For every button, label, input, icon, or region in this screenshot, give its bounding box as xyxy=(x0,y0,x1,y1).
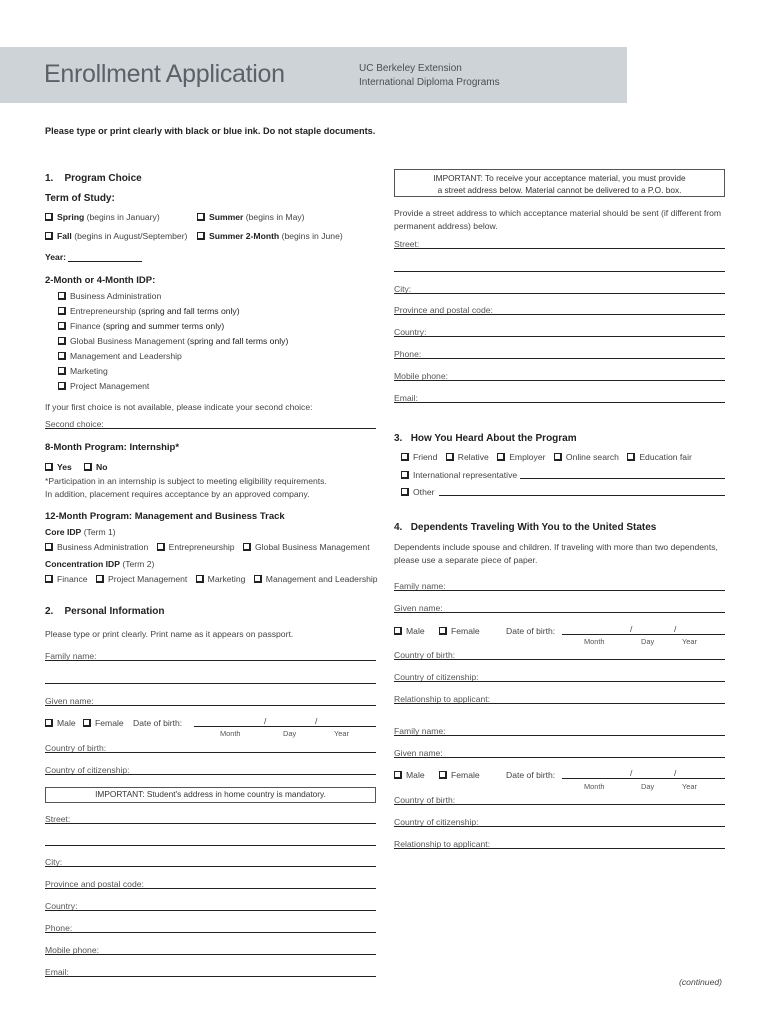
family-name-field[interactable] xyxy=(45,660,376,661)
mailing-street-label: Street: xyxy=(394,239,420,249)
option-label: Male xyxy=(57,718,76,728)
option-label: Summer 2-Month xyxy=(209,231,280,241)
gender-male-option[interactable] xyxy=(45,718,76,728)
checkbox-icon[interactable] xyxy=(84,463,92,471)
idp-option-business-administration[interactable] xyxy=(58,291,161,301)
street-label: Street: xyxy=(45,814,71,824)
checkbox-icon[interactable] xyxy=(196,575,204,583)
checkbox-icon[interactable] xyxy=(58,352,66,360)
checkbox-icon[interactable] xyxy=(45,213,53,221)
dob-separator: / xyxy=(674,768,677,778)
dep2-relationship-field[interactable] xyxy=(394,848,725,849)
org-line-1: UC Berkeley Extension xyxy=(359,63,462,74)
dep1-dob-field[interactable] xyxy=(562,634,725,635)
checkbox-icon[interactable] xyxy=(554,453,562,461)
core-option-global-business[interactable] xyxy=(243,542,370,552)
email-label: Email: xyxy=(45,967,69,977)
conc-option-management-leadership[interactable] xyxy=(254,574,378,584)
dep2-dob-label: Date of birth: xyxy=(506,770,556,780)
dep1-family-name-field[interactable] xyxy=(394,590,725,591)
option-label: Friend xyxy=(413,452,438,462)
option-label: No xyxy=(96,462,108,472)
checkbox-icon[interactable] xyxy=(58,322,66,330)
term-fall-option[interactable] xyxy=(45,231,187,241)
street-field-line-2[interactable] xyxy=(45,845,376,846)
internship-no-option[interactable] xyxy=(84,462,107,472)
dep2-month-caption: Month xyxy=(584,782,605,791)
core-option-business-administration[interactable] xyxy=(45,542,148,552)
checkbox-icon[interactable] xyxy=(497,453,505,461)
personal-instructions: Please type or print clearly. Print name as it appears on passport. xyxy=(45,629,294,639)
conc-label: Concentration IDP xyxy=(45,559,120,569)
core-option-entrepreneurship[interactable] xyxy=(157,542,235,552)
dob-separator: / xyxy=(630,624,633,634)
second-choice-label: Second choice: xyxy=(45,419,104,429)
mailing-email-field[interactable] xyxy=(394,402,725,403)
internship-heading: 8-Month Program: Internship* xyxy=(45,442,180,453)
country-citizenship-field[interactable] xyxy=(45,774,376,775)
term-summer2-option[interactable] xyxy=(197,231,343,241)
section-title: Dependents Traveling With You to the United States xyxy=(410,522,657,533)
dob-month-caption: Month xyxy=(220,729,241,738)
dep2-year-caption: Year xyxy=(682,782,697,791)
mailing-province-field[interactable] xyxy=(394,314,725,315)
checkbox-icon[interactable] xyxy=(439,771,447,779)
section-title: Personal Information xyxy=(64,606,165,617)
internship-note-1: *Participation in an internship is subject to meeting eligibility requirements. xyxy=(45,476,327,486)
option-label: Management and Leadership xyxy=(70,351,182,361)
dob-separator: / xyxy=(264,716,267,726)
section-2-heading xyxy=(45,606,164,617)
heard-options xyxy=(401,452,698,462)
core-term: (Term 1) xyxy=(83,527,116,537)
option-label: Education fair xyxy=(639,452,692,462)
idp-option-global-business[interactable] xyxy=(58,336,288,346)
province-label: Province and postal code: xyxy=(45,879,144,889)
checkbox-icon[interactable] xyxy=(58,367,66,375)
option-label: International representative xyxy=(413,470,518,480)
idp-option-management-leadership[interactable] xyxy=(58,351,182,361)
dep2-country-birth-label: Country of birth: xyxy=(394,795,456,805)
mobile-label: Mobile phone: xyxy=(45,945,99,955)
option-label: Fall xyxy=(57,231,72,241)
option-note: (begins in June) xyxy=(281,231,343,241)
dep1-citizenship-field[interactable] xyxy=(394,681,725,682)
dep2-citizenship-field[interactable] xyxy=(394,826,725,827)
checkbox-icon[interactable] xyxy=(157,543,165,551)
dep1-relationship-field[interactable] xyxy=(394,703,725,704)
important-line-1: IMPORTANT: To receive your acceptance material, you must provide xyxy=(433,173,686,183)
checkbox-icon[interactable] xyxy=(58,307,66,315)
option-label: Project Management xyxy=(70,381,150,391)
dep2-citizenship-label: Country of citizenship: xyxy=(394,817,479,827)
dep2-family-name-label: Family name: xyxy=(394,726,446,736)
track-heading: 12-Month Program: Management and Business Track xyxy=(45,511,285,522)
term-heading: Term of Study: xyxy=(45,193,115,204)
checkbox-icon[interactable] xyxy=(401,488,409,496)
option-label: Finance xyxy=(70,321,101,331)
checkbox-icon[interactable] xyxy=(58,382,66,390)
dep1-family-name-label: Family name: xyxy=(394,581,446,591)
checkbox-icon[interactable] xyxy=(45,543,53,551)
dob-field[interactable] xyxy=(194,726,376,727)
street-field[interactable] xyxy=(45,823,376,824)
continued-note: (continued) xyxy=(679,977,722,987)
dependents-intro-2: please use a separate piece of paper. xyxy=(394,555,538,565)
dep1-month-caption: Month xyxy=(584,637,605,646)
dep2-dob-field[interactable] xyxy=(562,778,725,779)
checkbox-icon[interactable] xyxy=(401,453,409,461)
heard-option-online-search[interactable] xyxy=(554,452,619,462)
checkbox-icon[interactable] xyxy=(45,463,53,471)
checkbox-icon[interactable] xyxy=(446,453,454,461)
option-note: (spring and fall terms only) xyxy=(138,306,240,316)
year-field[interactable] xyxy=(68,261,142,262)
dep1-given-name-field[interactable] xyxy=(394,612,725,613)
given-name-field[interactable] xyxy=(45,705,376,706)
option-label: Project Management xyxy=(107,574,188,584)
dep2-country-birth-field[interactable] xyxy=(394,804,725,805)
phone-label: Phone: xyxy=(45,923,73,933)
mailing-phone-label: Phone: xyxy=(394,349,422,359)
checkbox-icon[interactable] xyxy=(394,627,402,635)
dep2-relationship-label: Relationship to applicant: xyxy=(394,839,491,849)
checkbox-icon[interactable] xyxy=(58,337,66,345)
dep1-female-option[interactable] xyxy=(439,626,480,636)
checkbox-icon[interactable] xyxy=(45,719,53,727)
conc-option-finance[interactable] xyxy=(45,574,88,584)
mailing-street-field-line-2[interactable] xyxy=(394,271,725,272)
option-note: (spring and summer terms only) xyxy=(102,321,225,331)
dob-separator: / xyxy=(315,716,318,726)
mailing-email-label: Email: xyxy=(394,393,418,403)
dob-year-caption: Year xyxy=(334,729,349,738)
mailing-mobile-field[interactable] xyxy=(394,380,725,381)
second-choice-field[interactable] xyxy=(45,428,376,429)
option-label: Male xyxy=(406,770,425,780)
mailing-city-label: City: xyxy=(394,284,412,294)
option-label: Entrepreneurship xyxy=(70,306,136,316)
country-birth-field[interactable] xyxy=(45,752,376,753)
heard-option-other[interactable] xyxy=(401,487,435,497)
mailing-street-field[interactable] xyxy=(394,248,725,249)
dep2-family-name-field[interactable] xyxy=(394,735,725,736)
dep1-year-caption: Year xyxy=(682,637,697,646)
section-1-heading xyxy=(45,173,142,184)
email-field[interactable] xyxy=(45,976,376,977)
section-title: Program Choice xyxy=(64,173,142,184)
internship-yes-option[interactable] xyxy=(45,462,72,472)
checkbox-icon[interactable] xyxy=(254,575,262,583)
idp-heading: 2-Month or 4-Month IDP: xyxy=(45,275,156,286)
year-label: Year: xyxy=(45,252,67,262)
dob-day-caption: Day xyxy=(283,729,297,738)
idp-option-project-management[interactable] xyxy=(58,381,149,391)
internship-note-2: In addition, placement requires acceptance by an approved company. xyxy=(45,489,310,499)
section-number: 3. xyxy=(394,433,403,444)
option-label: Male xyxy=(406,626,425,636)
dep1-country-birth-label: Country of birth: xyxy=(394,650,456,660)
option-note: (begins in January) xyxy=(86,212,160,222)
checkbox-icon[interactable] xyxy=(439,627,447,635)
heard-option-friend[interactable] xyxy=(401,452,437,462)
dep2-female-option[interactable] xyxy=(439,770,480,780)
dependents-intro-1: Dependents include spouse and children. If traveling with more than two dependents, xyxy=(394,542,718,552)
option-label: Finance xyxy=(57,574,88,584)
country-birth-label: Country of birth: xyxy=(45,743,107,753)
term-spring-option[interactable] xyxy=(45,212,160,222)
family-name-field-line-2[interactable] xyxy=(45,683,376,684)
option-label: Female xyxy=(451,770,480,780)
checkbox-icon[interactable] xyxy=(197,232,205,240)
dob-label: Date of birth: xyxy=(133,718,183,728)
conc-option-project-management[interactable] xyxy=(96,574,187,584)
city-label: City: xyxy=(45,857,63,867)
mailing-important-box xyxy=(394,169,725,197)
idp-option-marketing[interactable] xyxy=(58,366,108,376)
dep1-day-caption: Day xyxy=(641,637,655,646)
dep1-relationship-label: Relationship to applicant: xyxy=(394,694,491,704)
dep2-day-caption: Day xyxy=(641,782,655,791)
mailing-country-label: Country: xyxy=(394,327,427,337)
option-label: Business Administration xyxy=(70,291,162,301)
dep1-given-name-label: Given name: xyxy=(394,603,443,613)
option-label: Female xyxy=(95,718,124,728)
mailing-province-label: Province and postal code: xyxy=(394,305,493,315)
dep2-given-name-label: Given name: xyxy=(394,748,443,758)
core-label: Core IDP xyxy=(45,527,82,537)
section-title: How You Heard About the Program xyxy=(410,433,577,444)
home-address-important-box xyxy=(45,787,376,803)
heard-option-intl-rep[interactable] xyxy=(401,470,517,480)
option-label: Yes xyxy=(57,462,72,472)
mailing-intro-1: Provide a street address to which acceptance material should be sent (if different from xyxy=(394,208,722,218)
checkbox-icon[interactable] xyxy=(45,232,53,240)
option-label: Business Administration xyxy=(57,542,149,552)
idp-option-entrepreneurship[interactable] xyxy=(58,306,240,316)
intl-rep-field[interactable] xyxy=(520,478,725,479)
dob-separator: / xyxy=(630,768,633,778)
mobile-field[interactable] xyxy=(45,954,376,955)
org-name xyxy=(359,62,500,90)
core-idp-label xyxy=(45,527,116,537)
conc-term: (Term 2) xyxy=(122,559,155,569)
checkbox-icon[interactable] xyxy=(394,771,402,779)
checkbox-icon[interactable] xyxy=(197,213,205,221)
checkbox-icon[interactable] xyxy=(45,575,53,583)
checkbox-icon[interactable] xyxy=(627,453,635,461)
mailing-city-field[interactable] xyxy=(394,293,725,294)
dep2-male-option[interactable] xyxy=(394,770,425,780)
heard-option-education-fair[interactable] xyxy=(627,452,692,462)
option-label: Summer xyxy=(209,212,244,222)
checkbox-icon[interactable] xyxy=(96,575,104,583)
checkbox-icon[interactable] xyxy=(243,543,251,551)
important-line-2: a street address below. Material cannot be delivered to a P.O. box. xyxy=(437,185,682,195)
option-note: (spring and fall terms only) xyxy=(187,336,289,346)
concentration-options xyxy=(45,574,384,584)
dep2-given-name-field[interactable] xyxy=(394,757,725,758)
mailing-mobile-label: Mobile phone: xyxy=(394,371,448,381)
dep1-dob-label: Date of birth: xyxy=(506,626,556,636)
option-label: Management and Leadership xyxy=(265,574,378,584)
checkbox-icon[interactable] xyxy=(83,719,91,727)
checkbox-icon[interactable] xyxy=(58,292,66,300)
option-label: Global Business Management xyxy=(254,542,370,552)
province-field[interactable] xyxy=(45,888,376,889)
term-summer-option[interactable] xyxy=(197,212,305,222)
country-citizenship-label: Country of citizenship: xyxy=(45,765,130,775)
section-3-heading xyxy=(394,433,577,444)
section-number: 1. xyxy=(45,173,54,184)
conc-option-marketing[interactable] xyxy=(196,574,246,584)
mailing-phone-field[interactable] xyxy=(394,358,725,359)
option-note: (begins in August/September) xyxy=(74,231,188,241)
heard-option-relative[interactable] xyxy=(446,452,489,462)
second-choice-prompt: If your first choice is not available, please indicate your second choice: xyxy=(45,402,313,412)
heard-option-employer[interactable] xyxy=(497,452,545,462)
option-label: Global Business Management xyxy=(70,336,185,346)
section-4-heading xyxy=(394,522,656,533)
page-title: Enrollment Application xyxy=(44,60,285,88)
option-label: Online search xyxy=(565,452,619,462)
option-label: Employer xyxy=(509,452,546,462)
mailing-country-field[interactable] xyxy=(394,336,725,337)
checkbox-icon[interactable] xyxy=(401,471,409,479)
option-note: (begins in May) xyxy=(245,212,305,222)
important-text: IMPORTANT: Student's address in home country is mandatory. xyxy=(95,789,326,799)
dob-separator: / xyxy=(674,624,677,634)
country-label: Country: xyxy=(45,901,78,911)
city-field[interactable] xyxy=(45,866,376,867)
option-label: Relative xyxy=(457,452,489,462)
given-name-label: Given name: xyxy=(45,696,94,706)
gender-female-option[interactable] xyxy=(83,718,124,728)
dep1-citizenship-label: Country of citizenship: xyxy=(394,672,479,682)
form-instructions: Please type or print clearly with black or blue ink. Do not staple documents. xyxy=(45,126,376,136)
option-label: Entrepreneurship xyxy=(168,542,235,552)
phone-field[interactable] xyxy=(45,932,376,933)
option-label: Marketing xyxy=(70,366,108,376)
concentration-idp-label xyxy=(45,559,154,569)
mailing-intro-2: permanent address) below. xyxy=(394,221,498,231)
country-field[interactable] xyxy=(45,910,376,911)
section-number: 2. xyxy=(45,606,54,617)
other-field[interactable] xyxy=(439,495,725,496)
option-label: Spring xyxy=(57,212,85,222)
section-number: 4. xyxy=(394,522,403,533)
core-options xyxy=(45,542,376,552)
dep1-country-birth-field[interactable] xyxy=(394,659,725,660)
idp-option-finance[interactable] xyxy=(58,321,224,331)
option-label: Marketing xyxy=(207,574,246,584)
option-label: Other xyxy=(413,487,435,497)
dep1-male-option[interactable] xyxy=(394,626,425,636)
option-label: Female xyxy=(451,626,480,636)
org-line-2: International Diploma Programs xyxy=(359,77,500,88)
family-name-label: Family name: xyxy=(45,651,97,661)
